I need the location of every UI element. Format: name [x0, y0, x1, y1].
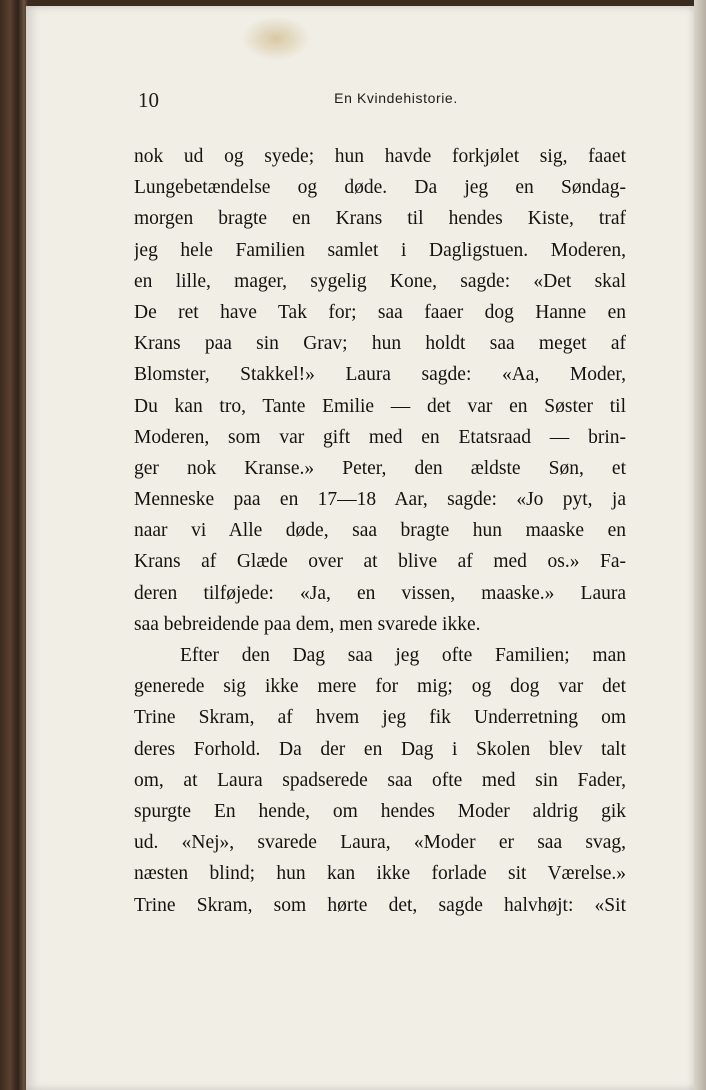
- page-number: 10: [138, 88, 159, 112]
- text-line: morgen bragte en Krans til hendes Kiste, traf: [134, 208, 626, 230]
- text-line: en lille, mager, sygelig Kone, sagde: «Det skal: [134, 270, 626, 292]
- text-line: Du kan tro, Tante Emilie — det var en Søster til: [134, 395, 626, 417]
- text-line-paragraph-end: saa bebreidende paa dem, men svarede ikke.: [134, 613, 481, 635]
- running-title: En Kvindehistorie.: [334, 90, 458, 106]
- text-line: deren tilføjede: «Ja, en vissen, maaske.» Laura: [134, 582, 626, 604]
- text-line: deres Forhold. Da der en Dag i Skolen blev talt: [134, 738, 626, 760]
- text-line: ger nok Kranse.» Peter, den ældste Søn, et: [134, 457, 626, 479]
- text-line: Krans af Glæde over at blive af med os.» Fa-: [134, 551, 626, 573]
- text-line: Blomster, Stakkel!» Laura sagde: «Aa, Moder,: [134, 364, 626, 386]
- text-line: næsten blind; hun kan ikke forlade sit Værelse.»: [134, 863, 626, 885]
- text-line: Trine Skram, som hørte det, sagde halvhøjt: «Sit: [134, 894, 626, 916]
- text-line: Krans paa sin Grav; hun holdt saa meget af: [134, 333, 626, 355]
- text-line-paragraph-start: Efter den Dag saa jeg ofte Familien; man: [180, 645, 626, 666]
- text-line: Lungebetændelse og døde. Da jeg en Søndag-: [134, 177, 626, 199]
- text-line: spurgte En hende, om hendes Moder aldrig gik: [134, 800, 626, 822]
- page-header: [138, 88, 624, 116]
- text-line: De ret have Tak for; saa faaer dog Hanne en: [134, 301, 626, 323]
- text-line: ud. «Nej», svarede Laura, «Moder er saa svag,: [134, 832, 626, 854]
- body-text: [134, 141, 626, 921]
- text-line: Moderen, som var gift med en Etatsraad — brin-: [134, 426, 626, 448]
- text-line: om, at Laura spadserede saa ofte med sin Fader,: [134, 769, 626, 791]
- page-edge: [694, 0, 706, 1090]
- text-line: Trine Skram, af hvem jeg fik Underretning om: [134, 707, 626, 729]
- text-line: naar vi Alle døde, saa bragte hun maaske en: [134, 520, 626, 542]
- text-line: generede sig ikke mere for mig; og dog var det: [134, 676, 626, 698]
- paper-stain: [241, 16, 311, 61]
- text-line: nok ud og syede; hun havde forkjølet sig, faaet: [134, 146, 626, 167]
- text-line: jeg hele Familien samlet i Dagligstuen. Moderen,: [134, 239, 626, 261]
- text-line: Menneske paa en 17—18 Aar, sagde: «Jo pyt, ja: [134, 489, 626, 511]
